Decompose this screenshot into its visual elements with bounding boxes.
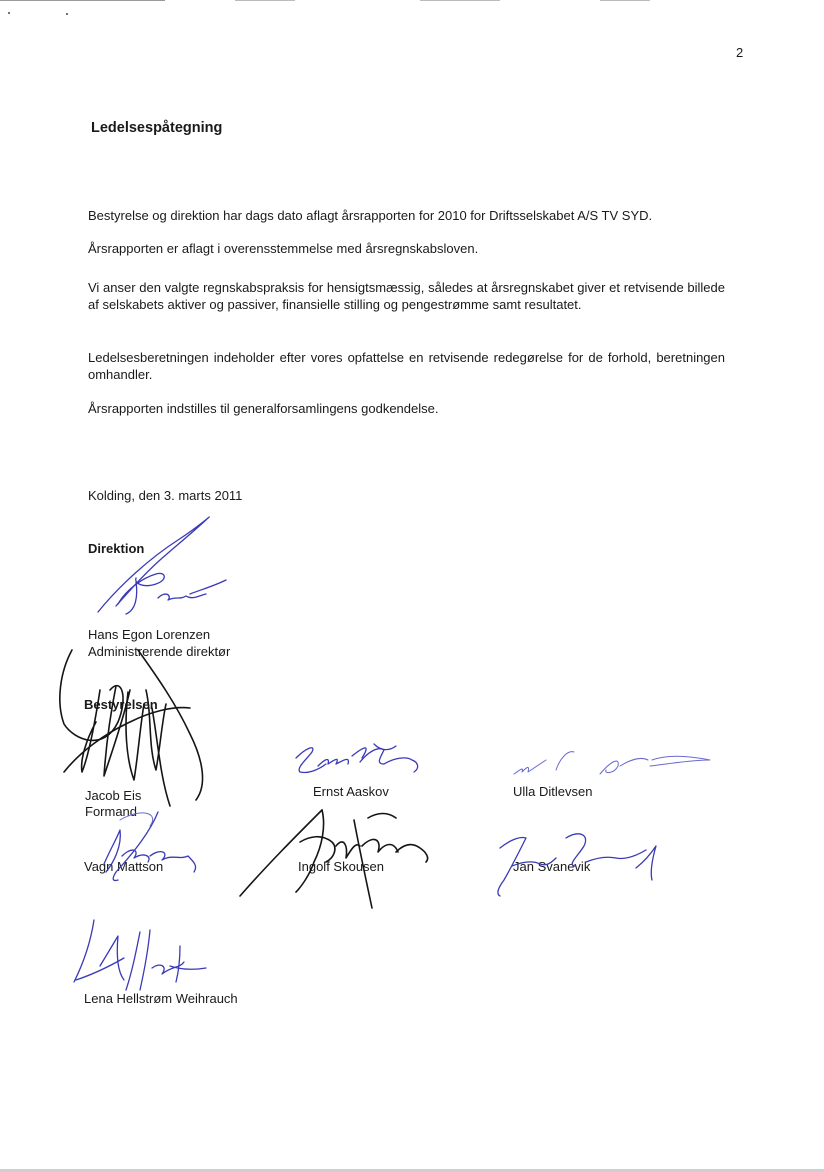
signatory-role: Administrerende direktør xyxy=(88,644,231,659)
signature-ernst-aaskov xyxy=(296,744,418,773)
statement-paragraph: Vi anser den valgte regnskabspraksis for hensigtsmæssig, således at årsregnskabet giver et retvisende billede af selskabets aktiver og passiver, finansielle stilling og pengestrømme samt resultatet. xyxy=(88,280,725,312)
signatory-name: Lena Hellstrøm Weihrauch xyxy=(84,991,238,1006)
scan-edge-dash xyxy=(235,0,295,1)
signatory-name: Ingolf Skousen xyxy=(298,859,385,874)
signatory-name: Ulla Ditlevsen xyxy=(513,784,593,799)
management-heading: Direktion xyxy=(88,541,145,556)
signature-hans-egon-lorenzen xyxy=(98,517,226,614)
place-date: Kolding, den 3. marts 2011 xyxy=(88,488,243,503)
signature-lena-hellstrom-weihrauch xyxy=(74,920,206,990)
statement-paragraph: Årsrapporten er aflagt i overensstemmelse med årsregnskabsloven. xyxy=(88,241,479,256)
statement-paragraph: Ledelsesberetningen indeholder efter vores opfattelse en retvisende redegørelse for de forhold, beretningen omhandler. xyxy=(88,350,725,382)
signatory-name: Jan Svanevik xyxy=(513,859,591,874)
scan-speck xyxy=(8,12,10,14)
signature-jacob-eis xyxy=(60,650,203,806)
scan-speck xyxy=(66,13,68,15)
page-title: Ledelsespåtegning xyxy=(91,120,223,136)
signatory-name: Hans Egon Lorenzen xyxy=(88,627,211,642)
statement-paragraph: Bestyrelse og direktion har dags dato aflagt årsrapporten for 2010 for Driftsselskabet A/S TV SYD. xyxy=(88,208,653,223)
statement-paragraph: Årsrapporten indstilles til generalforsamlingens godkendelse. xyxy=(88,401,439,416)
board-heading: Bestyrelsen xyxy=(84,697,158,712)
scan-edge-dash xyxy=(420,0,500,1)
signatory-name: Ernst Aaskov xyxy=(313,784,389,799)
scan-edge-dash xyxy=(600,0,650,1)
page-number: 2 xyxy=(736,45,744,60)
signatory-name: Vagn Mattson xyxy=(84,859,164,874)
signatory-role: Formand xyxy=(85,804,138,819)
scan-edge-top xyxy=(0,0,165,1)
signature-ulla-ditlevsen xyxy=(514,752,710,774)
signatory-name: Jacob Eis xyxy=(85,788,142,803)
